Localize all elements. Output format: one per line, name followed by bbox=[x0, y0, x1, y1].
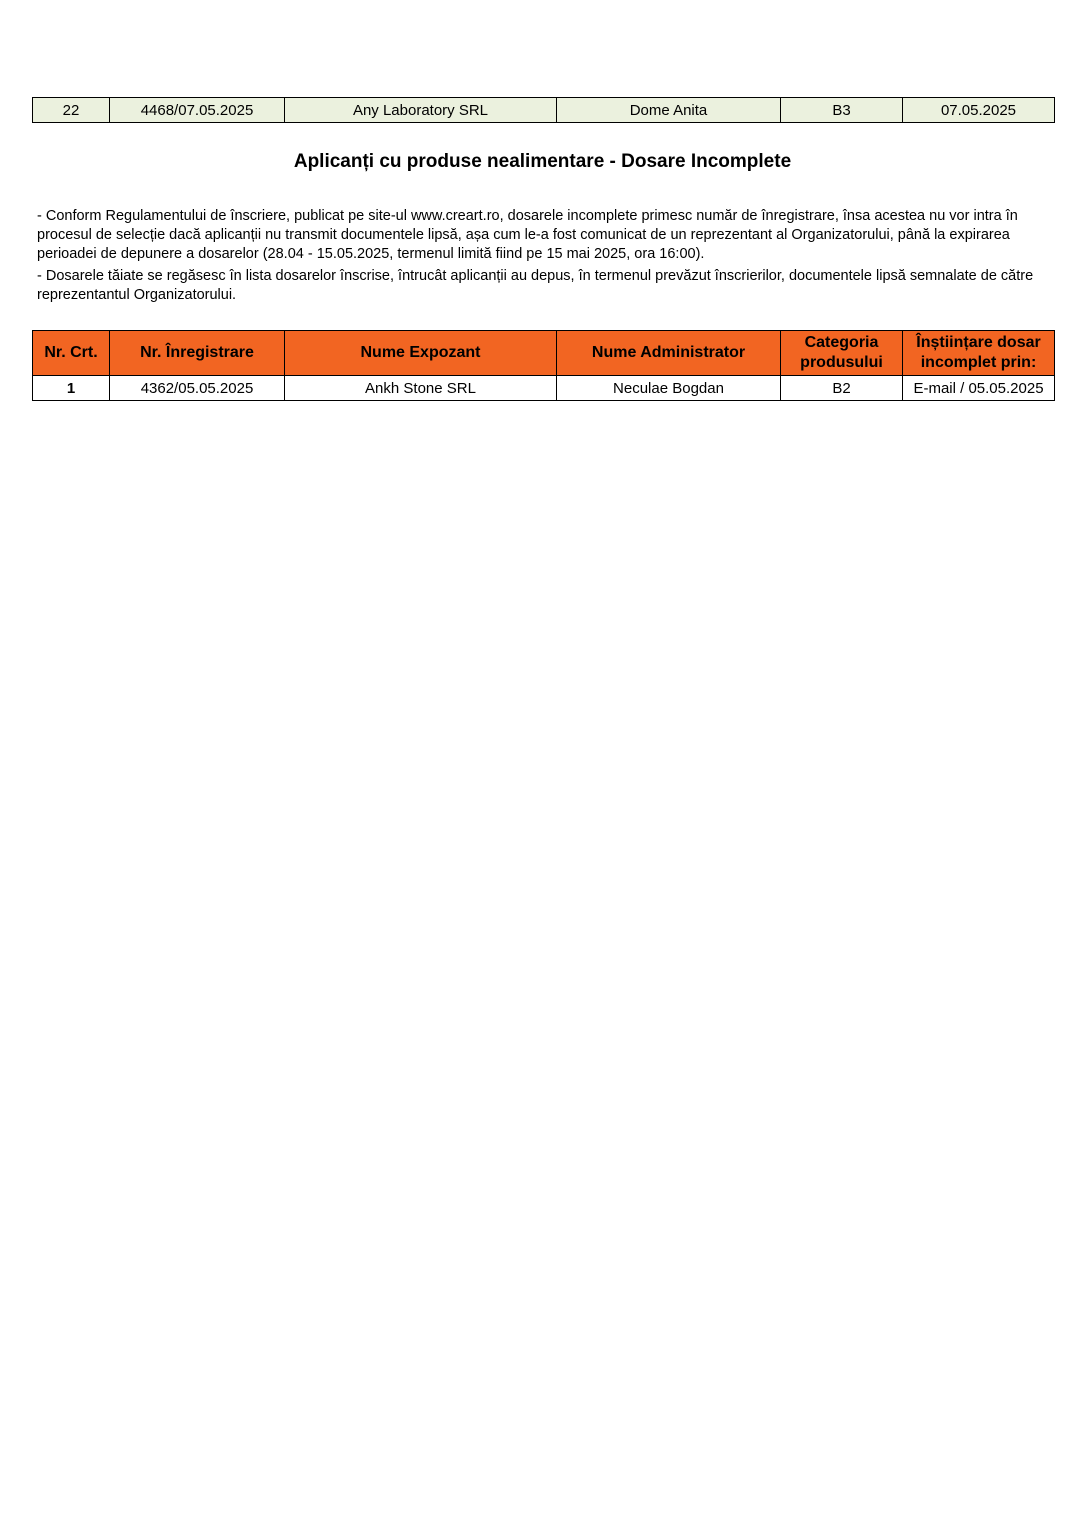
cell-notice: E-mail / 05.05.2025 bbox=[903, 376, 1055, 401]
cell-administrator: Dome Anita bbox=[557, 98, 781, 123]
incomplete-files-table bbox=[32, 330, 1055, 401]
cell-administrator: Neculae Bogdan bbox=[557, 376, 781, 401]
header-notice: Înștiințare dosar incomplet prin: bbox=[903, 331, 1055, 376]
cell-registration: 4362/05.05.2025 bbox=[110, 376, 285, 401]
cell-registration: 4468/07.05.2025 bbox=[110, 98, 285, 123]
section-title: Aplicanți cu produse nealimentare - Dosare Incomplete bbox=[293, 151, 792, 172]
cell-exhibitor: Any Laboratory SRL bbox=[285, 98, 557, 123]
cell-nr: 22 bbox=[33, 98, 110, 123]
cell-nr: 1 bbox=[33, 376, 110, 401]
table-row bbox=[33, 376, 1055, 401]
header-nr: Nr. Crt. bbox=[33, 331, 110, 376]
header-category: Categoria produsului bbox=[781, 331, 903, 376]
previous-applicants-table bbox=[32, 97, 1055, 123]
cell-category: B3 bbox=[781, 98, 903, 123]
note-crossed-files: - Dosarele tăiate se regăsesc în lista dosarelor înscrise, întrucât aplicanții au depus, în termenul prevăzut înscrierilor, documentele lipsă semnalate de către reprezentantul Organizatorului. bbox=[37, 268, 1034, 303]
header-exhibitor: Nume Expozant bbox=[285, 331, 557, 376]
table-row bbox=[33, 98, 1055, 123]
cell-exhibitor: Ankh Stone SRL bbox=[285, 376, 557, 401]
table-header-row bbox=[33, 331, 1055, 376]
header-administrator: Nume Administrator bbox=[557, 331, 781, 376]
note-registration-rules: - Conform Regulamentului de înscriere, publicat pe site-ul www.creart.ro, dosarele incomplete primesc număr de înregistrare, însa acestea nu vor intra în procesul de selecție dacă aplicanții nu transmit documentele lipsă, așa cum le-a fost comunicat de un reprezentant al Organizatorului, până la expirarea perioadei de depunere a dosarelor (28.04 - 15.05.2025, termenul limită fiind pe 15 mai 2025, ora 16:00). bbox=[37, 208, 1018, 262]
cell-category: B2 bbox=[781, 376, 903, 401]
header-registration: Nr. Înregistrare bbox=[110, 331, 285, 376]
cell-date: 07.05.2025 bbox=[903, 98, 1055, 123]
